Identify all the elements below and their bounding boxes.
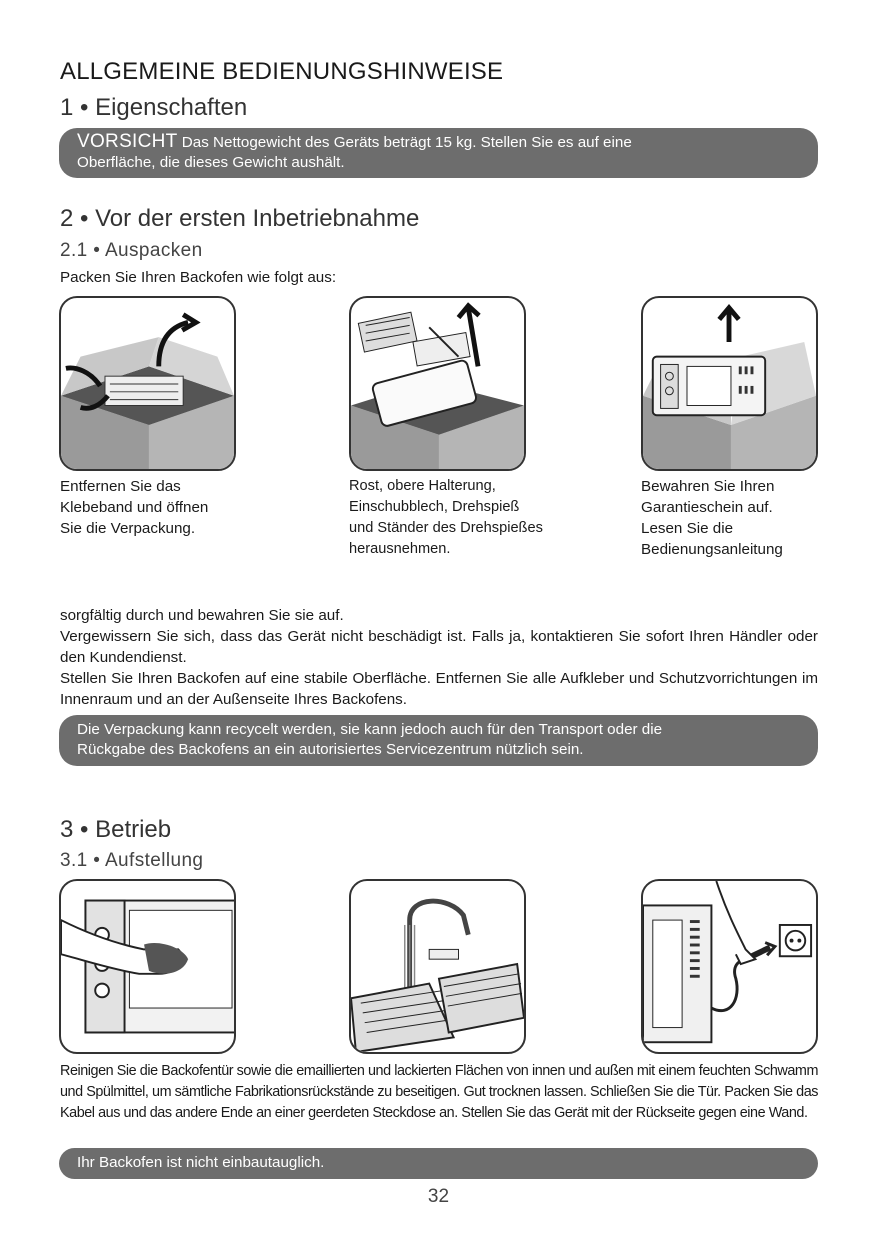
- paragraph-line: Stellen Sie Ihren Backofen auf eine stabile Oberfläche. Entfernen Sie alle Aufkleber und Schutzvorrichtungen im Innenraum und an der Außenseite Ihres Backofens.: [60, 670, 818, 708]
- recycle-note-line: Rückgabe des Backofens an ein autorisiertes Servicezentrum nützlich sein.: [77, 741, 584, 758]
- recycle-note: [59, 715, 818, 766]
- clean-oven-illustration: [59, 879, 236, 1054]
- caution-text: Das Nettogewicht des Geräts beträgt 15 kg. Stellen Sie es auf eine: [177, 134, 632, 151]
- recycle-note-line: Die Verpackung kann recycelt werden, sie kann jedoch auch für den Transport oder die: [77, 721, 663, 738]
- caption-open-box: [60, 476, 208, 539]
- section-3-heading: 3 • Betrieb: [60, 816, 172, 843]
- caption-line: Lesen Sie die: [641, 520, 734, 537]
- unpack-paragraph: [60, 605, 818, 710]
- plug-in-illustration: [641, 879, 818, 1054]
- lift-oven-illustration: [641, 296, 818, 471]
- caption-line: Bewahren Sie Ihren: [641, 478, 775, 495]
- caution-label: VORSICHT: [77, 131, 178, 152]
- remove-accessories-illustration: [349, 296, 526, 471]
- setup-paragraph: Reinigen Sie die Backofentür sowie die emaillierten und lackierten Flächen von innen und außen mit einem feuchten Schwamm und Spülmittel, um sämtliche Fabrikationsrückstände zu beseitigen. Gut trocknen lassen. Schließen Sie die Tür. Packen Sie das Kabel aus und das andere Ende an einer geerdeten Steckdose an. Stellen Sie das Gerät mit der Rückseite gegen eine Wand.: [60, 1063, 818, 1121]
- page-title: ALLGEMEINE BEDIENUNGSHINWEISE: [60, 58, 504, 85]
- page-number: 32: [427, 1186, 450, 1207]
- caution-box: [59, 128, 818, 178]
- section-2-1-heading: 2.1 • Auspacken: [60, 240, 203, 261]
- paragraph-line: Vergewissern Sie sich, dass das Gerät nicht beschädigt ist. Falls ja, kontaktieren Sie sofort Ihren Händler oder den Kundendienst.: [60, 628, 818, 666]
- caption-line: Entfernen Sie das: [60, 478, 181, 495]
- caption-line: und Ständer des Drehspießes: [349, 520, 543, 536]
- caption-line: Rost, obere Halterung,: [349, 478, 496, 494]
- section-2-heading: 2 • Vor der ersten Inbetriebnahme: [60, 205, 420, 232]
- caption-keep-warranty: [641, 476, 783, 560]
- caution-text-2: Oberfläche, die dieses Gewicht aushält.: [77, 154, 345, 171]
- open-box-illustration: [59, 296, 236, 471]
- caption-remove-accessories: [349, 476, 543, 560]
- caption-line: Garantieschein auf.: [641, 499, 773, 516]
- caption-line: herausnehmen.: [349, 541, 451, 557]
- caption-line: Klebeband und öffnen: [60, 499, 209, 516]
- paragraph-line: sorgfältig durch und bewahren Sie sie auf.: [60, 607, 344, 624]
- caption-line: Einschubblech, Drehspieß: [349, 499, 520, 515]
- section-3-1-heading: 3.1 • Aufstellung: [60, 850, 204, 871]
- caption-line: Bedienungsanleitung: [641, 541, 783, 558]
- rinse-racks-illustration: [349, 879, 526, 1054]
- caption-line: Sie die Verpackung.: [60, 520, 196, 537]
- section-1-heading: 1 • Eigenschaften: [60, 94, 248, 121]
- built-in-note: Ihr Backofen ist nicht einbautauglich.: [59, 1148, 818, 1179]
- unpack-intro: Packen Sie Ihren Backofen wie folgt aus:: [60, 269, 337, 286]
